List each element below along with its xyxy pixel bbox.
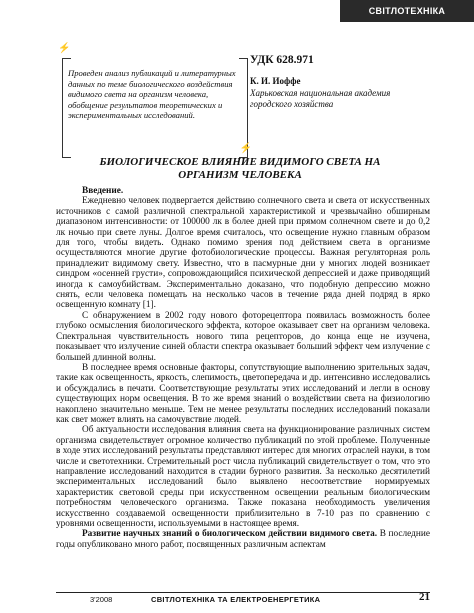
section-header: СВІТЛОТЕХНІКА — [340, 0, 474, 22]
paragraph: Ежедневно человек подвергается действию солнечного света и света от искусственных источников с самой различной спектральной характеристикой и чрезвычайно обширным диапазоном интенсивности: от 100000 лк в более дней при прямом солнечном свете и до 0,2 лк ночью при свете луны. Долгое время считалось, что освещение нужно главным образом для того, чтобы видеть. Однако помимо зрения под действием света в организме осуществляются многие другие фотобиологические процессы. Важная регуляторная роль принадлежит видимому свету. Известно, что в пасмурные дни у многих людей возникает синдром «осенней грусти», сопровождающийся психической депрессией и даже приводящий иногда к самоубийствам. Экспериментально доказано, что подобную депрессию можно снять, если человека помещать на несколько часов в течение ряда дней подряд в ярко освещенную комнату [1]. — [56, 196, 430, 311]
abstract-text: Проведен анализ публикаций и литературных данных по теме биологического воздействия видимого света на организм человека, обобщение результатов теоретических и экспериментальных исследований. — [68, 68, 236, 121]
author-affiliation: Харьковская национальная академия городского хозяйства — [250, 88, 391, 109]
intro-heading: Введение. — [82, 186, 124, 196]
paragraph: С обнаружением в 2002 году нового фоторецептора появилась возможность более глубоко осмысления биологического эффекта, которое оказывает свет на организм человека. Спектральная чувствительность нового типа рецепторов, до конца еще не изучена, показывает что излучение синей области спектра оказывает больший эффект чем излучение с большей длинной волны. — [56, 310, 430, 363]
lightning-icon: ⚡ — [58, 43, 71, 54]
paragraph: В последнее время основные факторы, сопутствующие выполнению зрительных задач, такие как освещенность, яркость, слепимость, цветопередача и др. интенсивно исследовались и обсуждались в печати. Соответствующие результаты этих исследований и легли в основу существующих норм освещения. В то же время знаний о воздействии света на физиологию накоплено значительно меньше. Тем не менее результаты последних исследований показали как свет может влиять на самочувствие людей. — [56, 362, 430, 425]
paragraph-text: В последние годы опубликовано много работ, посвященных различным аспектам — [56, 529, 430, 550]
article-body — [56, 186, 430, 550]
abstract — [58, 43, 252, 154]
page-footer — [56, 592, 430, 605]
abstract-bracket-left — [62, 58, 71, 158]
author-name: К. И. Иоффе — [250, 76, 301, 86]
section-heading: Развитие научных знаний о биологическом действии видимого света. — [82, 529, 378, 540]
udk-code: УДК 628.971 — [250, 54, 314, 66]
journal-name: СВІТЛОТЕХНІКА ТА ЕЛЕКТРОЕНЕРГЕТИКА — [151, 595, 321, 604]
lightning-icon: ⚡ — [239, 143, 252, 154]
paragraph — [56, 529, 430, 550]
paragraph: Об актуальности исследования влияния света на функционирование различных систем организма свидетельствует огромное количество публикаций по этой проблеме. Полученные в ходе этих исследований результаты представляют интерес для многих отраслей науки, в том числе и светотехники. Стремительный рост числа публикаций свидетельствует о том, что это направление исследований находится в стадии бурного развития. За несколько десятилетий экспериментальных исследований было выявлено несоответствие нормируемых характеристик световой среды при искусственном освещении реальным биологическим потребностям человеческого организма. Также показана необходимость увеличения искусственно создаваемой освещенности приблизительно в 7-10 раз по сравнению с уровнями освещенности, используемыми в настоящее время. — [56, 425, 430, 529]
issue-number: 3'2008 — [90, 595, 113, 604]
article-title: БИОЛОГИЧЕСКОЕ ВЛИЯНИЕ ВИДИМОГО СВЕТА НА ОРГАНИЗМ ЧЕЛОВЕКА — [99, 156, 381, 181]
page-number: 21 — [419, 591, 430, 603]
